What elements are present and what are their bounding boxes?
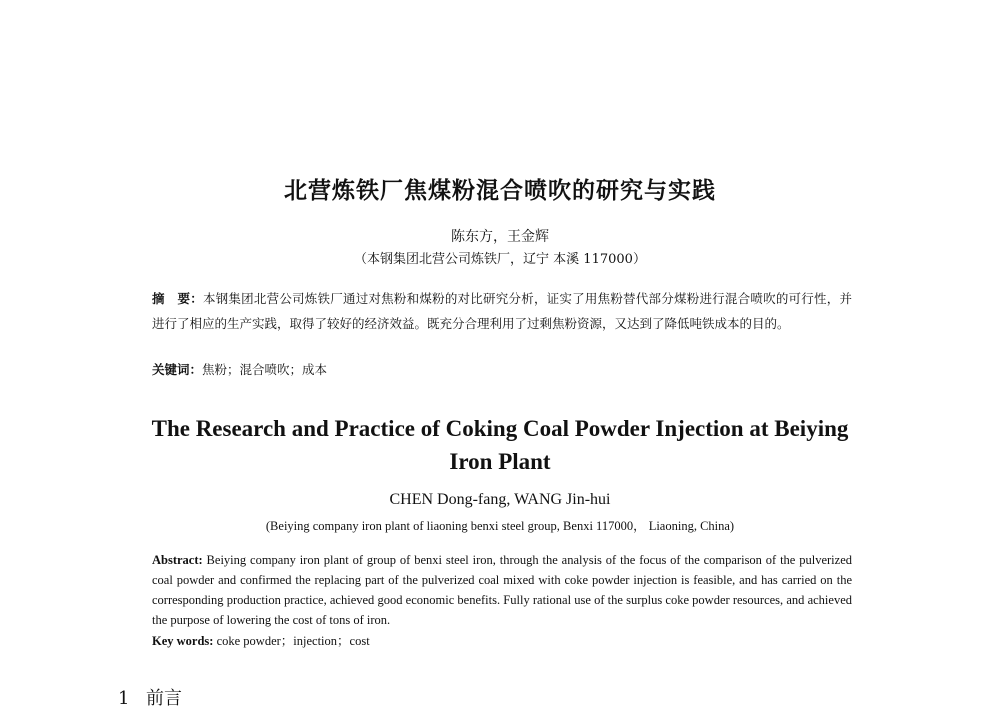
english-authors: CHEN Dong-fang, WANG Jin-hui bbox=[389, 491, 611, 508]
chinese-abstract bbox=[152, 286, 852, 336]
english-abstract bbox=[152, 550, 852, 630]
chinese-authors: 陈东方，王金辉 bbox=[451, 229, 549, 245]
english-affiliation: (Beiying company iron plant of liaoning benxi steel group, Benxi 117000， Liaoning, China) bbox=[265, 519, 735, 533]
english-keywords-label: Key words: bbox=[152, 634, 214, 648]
chinese-abstract-label: 摘 要： bbox=[152, 291, 203, 306]
chinese-keywords-label: 关键词： bbox=[152, 362, 203, 377]
chinese-keywords bbox=[152, 360, 327, 378]
section-number: 1 bbox=[118, 688, 130, 709]
english-abstract-label: Abstract: bbox=[152, 553, 203, 567]
section-title: 前言 bbox=[146, 688, 182, 709]
chinese-keywords-text: 焦粉；混合喷吹；成本 bbox=[202, 362, 328, 377]
english-keywords bbox=[152, 631, 370, 649]
chinese-affiliation: （本钢集团北营公司炼铁厂，辽宁 本溪 117000） bbox=[354, 252, 646, 267]
chinese-title: 北营炼铁厂焦煤粉混合喷吹的研究与实践 bbox=[284, 177, 716, 204]
english-abstract-text: Beiying company iron plant of group of benxi steel iron, through the analysis of the focus of the comparison of the pulverized coal powder and confirmed the replacing part of the pulverized coal mixed with coke powder injection is feasible, and has carried on the corresponding production practice, achieved good economic benefits. Fully rational use of the surplus coke powder resources, and achieved the purpose of lowering the cost of tons of iron. bbox=[152, 553, 852, 627]
chinese-abstract-text: 本钢集团北营公司炼铁厂通过对焦粉和煤粉的对比研究分析，证实了用焦粉替代部分煤粉进行混合喷吹的可行性，并进行了相应的生产实践，取得了较好的经济效益。既充分合理利用了过剩焦粉资源，又达到了降低吨铁成本的目的。 bbox=[152, 291, 852, 331]
english-keywords-text: coke powder；injection；cost bbox=[213, 634, 370, 648]
section-heading bbox=[118, 684, 182, 710]
english-title: The Research and Practice of Coking Coal Powder Injection at Beiying Iron Plant bbox=[151, 416, 849, 474]
